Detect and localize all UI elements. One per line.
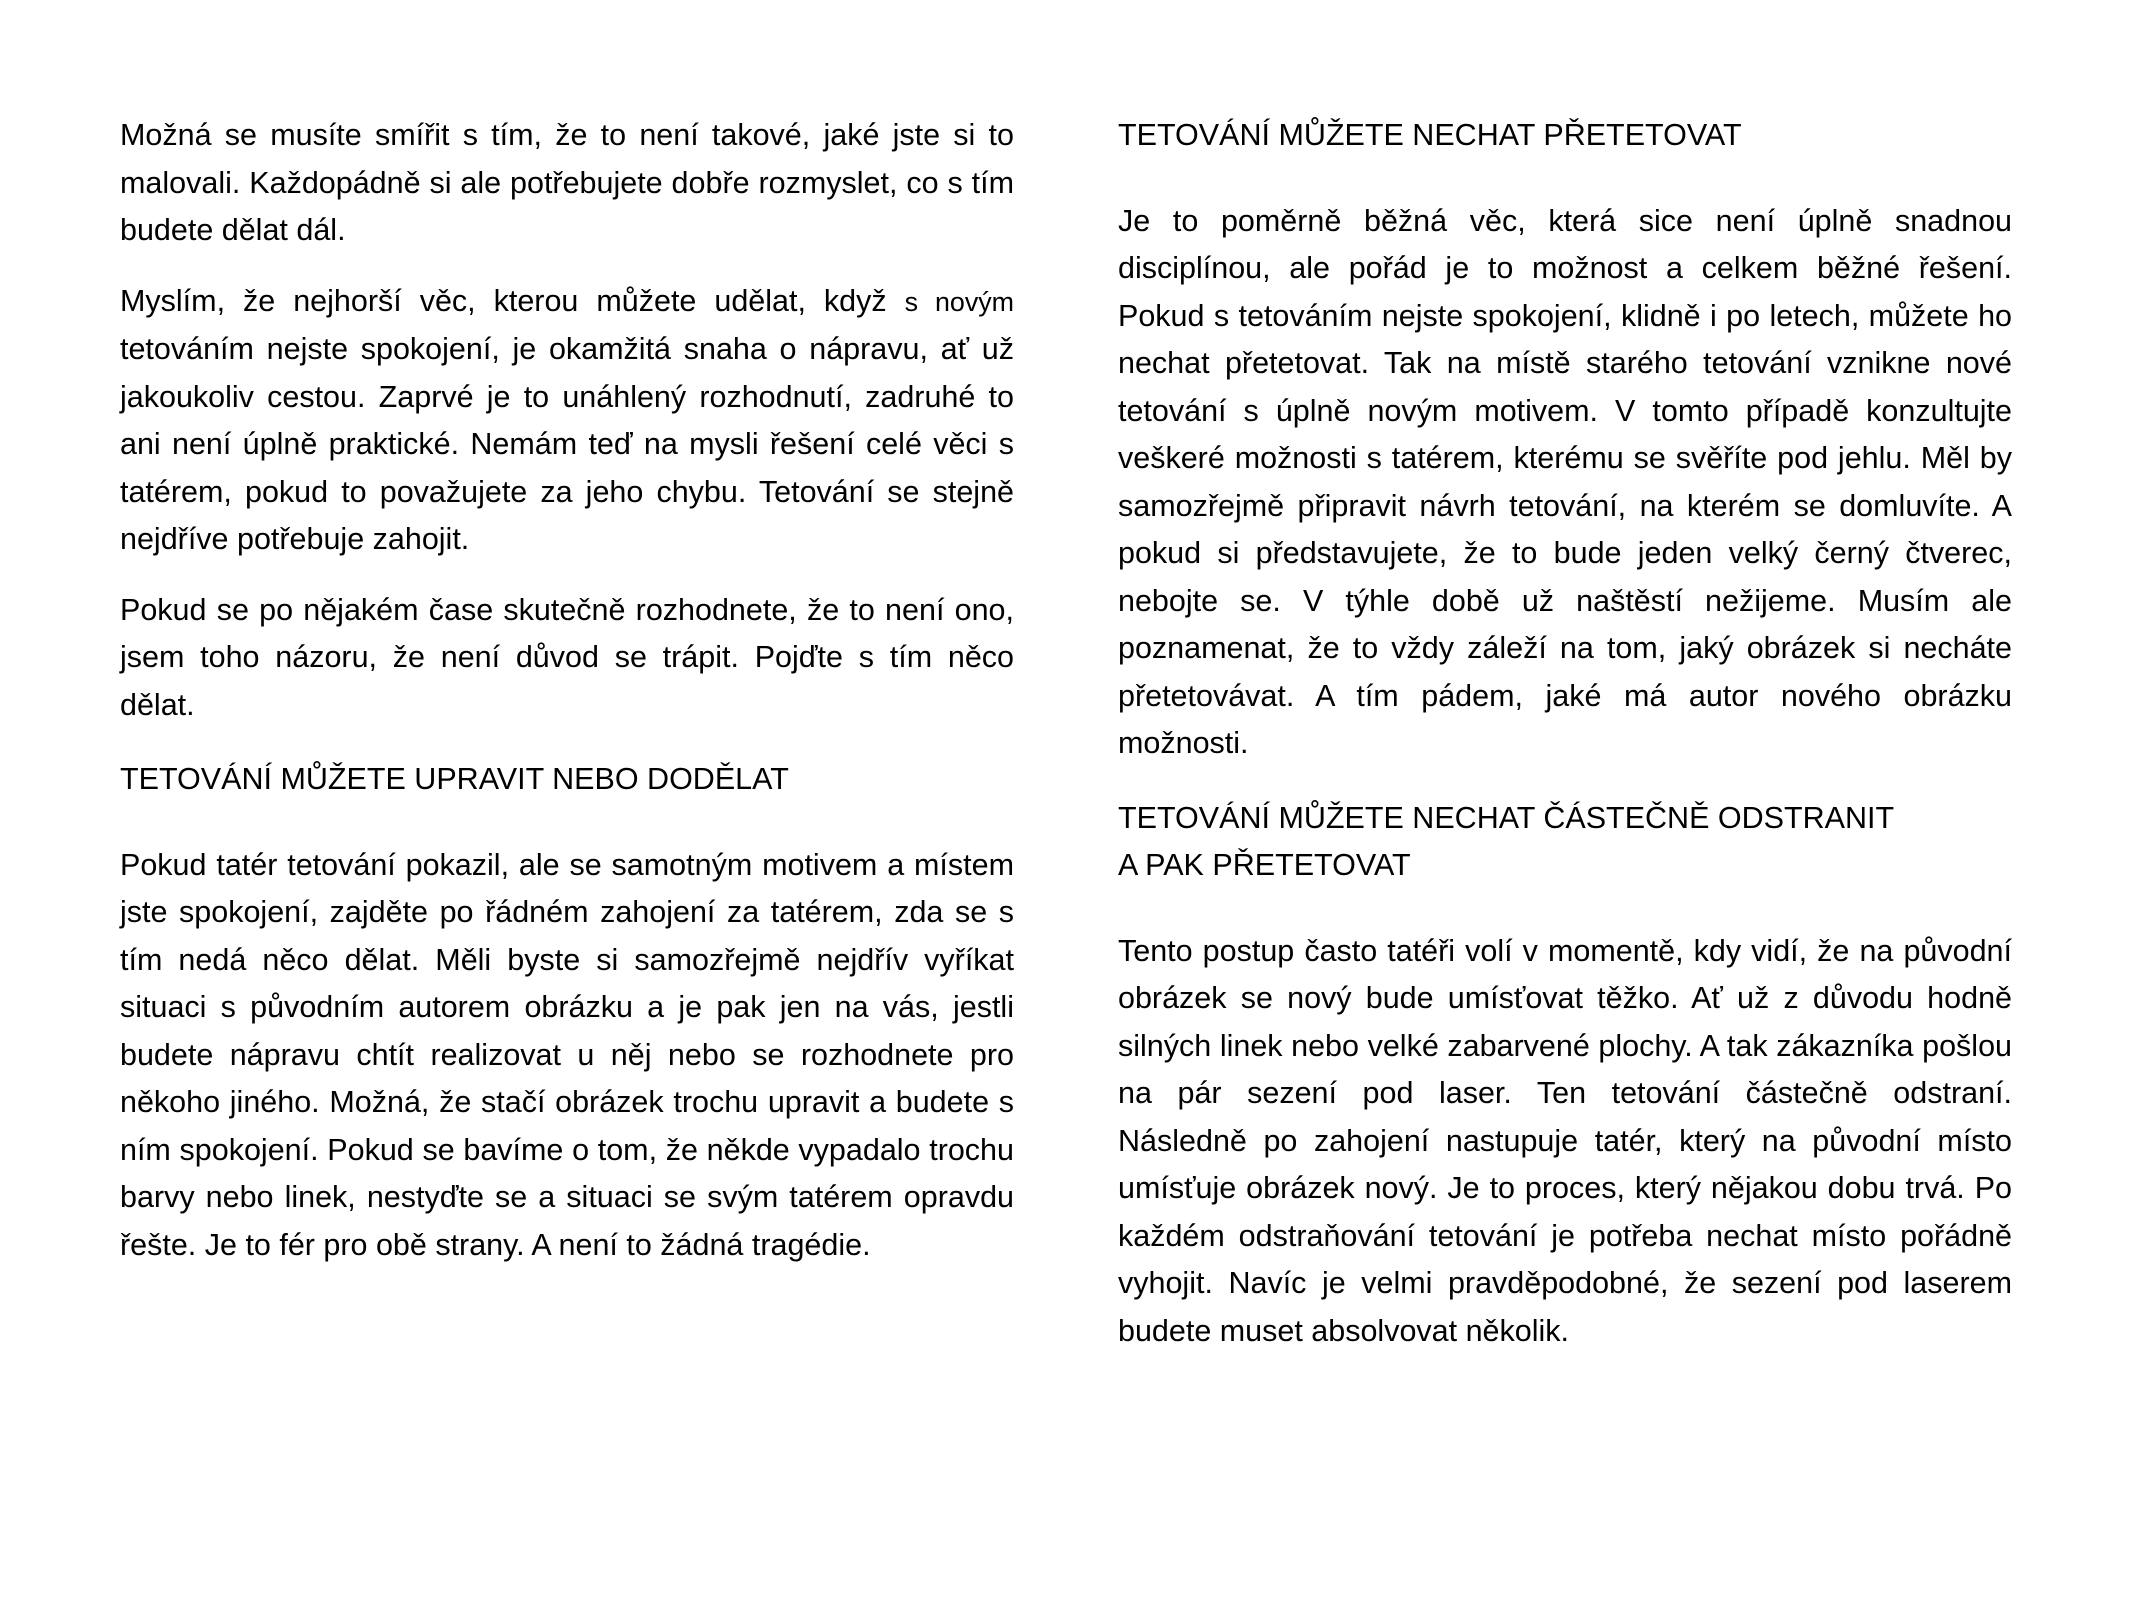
left-column	[120, 112, 1014, 1600]
paragraph-text: Pokud tatér tetování pokazil, ale se samotným motivem a místem jste spokojení, zajděte po řádném zahojení za tatérem, zda se s tím nedá něco dělat. Měli byste si samozřejmě nejdřív vyříkat situaci s původním autorem obrázku a je pak jen na vás, jestli budete nápravu chtít realizovat u něj nebo se rozhodnete pro někoho jiného. Možná, že stačí obrázek trochu upravit a budete s ním spokojení. Pokud se bavíme o tom, že někde vypadalo trochu barvy nebo linek, nestyďte se a situaci se svým tatérem opravdu řešte. Je to fér pro obě strany. A není to žádná tragédie.	[120, 847, 1014, 1262]
paragraph	[1118, 928, 2012, 1356]
right-column	[1118, 112, 2012, 1600]
paragraph-text: Tento postup často tatéři volí v momentě, kdy vidí, že na původní obrázek se nový bude umísťovat těžko. Ať už z důvodu hodně silných linek nebo velké zabarvené plochy. A tak zákazníka pošlou na pár sezení pod laser. Ten tetování částečně odstraní. Následně po zahojení nastupuje tatér, který na původní místo umísťuje obrázek nový. Je to proces, který nějakou dobu trvá. Po každém odstraňování tetování je potřeba nechat místo pořádně vyhojit. Navíc je velmi pravděpodobné, že sezení pod laserem budete muset absolvovat několik.	[1118, 933, 2012, 1348]
paragraph	[120, 278, 1014, 564]
paragraph	[120, 842, 1014, 1270]
paragraph-text: Myslím, že nejhorší věc, kterou můžete udělat, když	[120, 283, 905, 318]
heading-line: A PAK PŘETETOVAT	[1118, 848, 1411, 882]
paragraph-text-small: s novým	[904, 286, 1014, 317]
section-heading	[1118, 795, 2012, 890]
paragraph-text: Pokud se po nějakém čase skutečně rozhodnete, že to není ono, jsem toho názoru, že není důvod se trápit. Pojďte s tím něco dělat.	[120, 592, 1014, 722]
paragraph-text: Možná se musíte smířit s tím, že to není takové, jaké jste si to malovali. Každopádně si ale potřebujete dobře rozmyslet, co s tím budete dělat dál.	[120, 118, 1014, 247]
paragraph	[120, 112, 1014, 255]
paragraph-text: Je to poměrně běžná věc, která sice není úplně snadnou disciplínou, ale pořád je to možnost a celkem běžné řešení. Pokud s tetováním nejste spokojení, klidně i po letech, můžete ho nechat přetetovat. Tak na místě starého tetování vznikne nové tetování s úplně novým motivem. V tomto případě konzultujte veškeré možnosti s tatérem, kterému se svěříte pod jehlu. Měl by samozřejmě připravit návrh tetování, na kterém se domluvíte. A pokud si představujete, že to bude jeden velký černý čtverec, nebojte se. V týhle době už naštěstí nežijeme. Musím ale poznamenat, že to vždy záleží na tom, jaký obrázek si necháte přetetovávat. A tím pádem, jaké má autor nového obrázku možnosti.	[1118, 203, 2012, 760]
paragraph	[1118, 198, 2012, 768]
heading-line: TETOVÁNÍ MŮŽETE NECHAT ČÁSTEČNĚ ODSTRANIT	[1118, 800, 1895, 835]
section-heading: TETOVÁNÍ MŮŽETE NECHAT PŘETETOVAT	[1118, 118, 1742, 152]
section-heading: TETOVÁNÍ MŮŽETE UPRAVIT NEBO DODĚLAT	[120, 762, 789, 796]
paragraph-text: tetováním nejste spokojení, je okamžitá snaha o nápravu, ať už jakoukoliv cestou. Zaprvé je to unáhlený rozhodnutí, zadruhé to ani není úplně praktické. Nemám teď na mysli řešení celé věci s tatérem, pokud to považujete za jeho chybu. Tetování se stejně nejdříve potřebuje zahojit.	[120, 332, 1014, 556]
paragraph	[120, 587, 1014, 730]
